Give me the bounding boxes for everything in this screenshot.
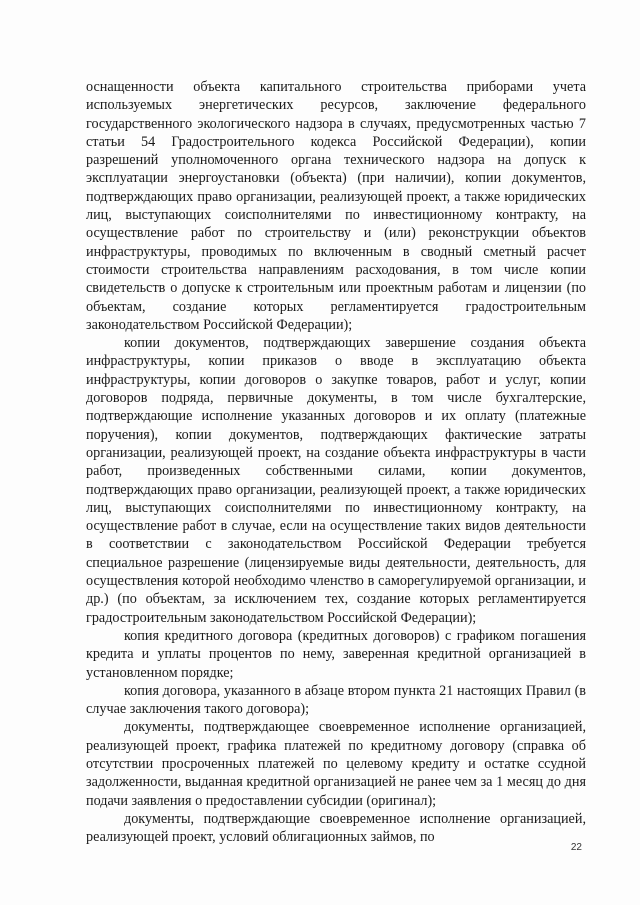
page-number: 22 bbox=[570, 842, 582, 853]
paragraph-5: документы, подтверждающее своевременное исполнение организацией, реализующей проект, графика платежей по кредитному договору (справка об отсутствии просроченных платежей по целевому кредиту и остатке ссудной задолженности, выданная кредитной организацией не ранее чем за 1 месяц до дня подачи заявления о предоставлении субсидии (оригинал); bbox=[86, 719, 586, 809]
paragraph-6: документы, подтверждающие своевременное исполнение организацией, реализующей проект, условий облигационных займов, по bbox=[86, 810, 586, 846]
paragraph-2: копии документов, подтверждающих завершение создания объекта инфраструктуры, копии приказов о вводе в эксплуатацию объекта инфраструктуры, копии договоров о закупке товаров, работ и услуг, копии договоров подряда, первичные документы, в том числе бухгалтерские, подтверждающие исполнение указанных договоров и их оплату (платежные поручения), копии документов, подтверждающих фактические затраты организации, реализующей проект, на создание объекта инфраструктуры в части работ, произведенных собственными силами, копии документов, подтверждающих право организации, реализующей проект, а также юридических лиц, выступающих соисполнителями по инвестиционному контракту, на осуществление работ в случае, если на осуществление таких видов деятельности в соответствии с законодательством Российской Федерации требуется специальное разрешение (лицензируемые виды деятельности, деятельность, для осуществления которой необходимо членство в саморегулируемой организации, и др.) (по объектам, за исключением тех, создание которых регламентируется градостроительным законодательством Российской Федерации); bbox=[86, 335, 586, 626]
paragraph-3: копия кредитного договора (кредитных договоров) с графиком погашения кредита и уплаты процентов по нему, заверенная кредитной организацией в установленном порядке; bbox=[86, 627, 586, 681]
document-body bbox=[86, 78, 586, 846]
paragraph-1: оснащенности объекта капитального строительства приборами учета используемых энергетических ресурсов, заключение федерального государственного экологического надзора в случаях, предусмотренных частью 7 статьи 54 Градостроительного кодекса Российской Федерации), копии разрешений уполномоченного органа технического надзора на допуск к эксплуатации энергоустановки (объекта) (при наличии), копии документов, подтверждающих право организации, реализующей проект, а также юридических лиц, выступающих соисполнителями по инвестиционному контракту, на осуществление работ по строительству и (или) реконструкции объектов инфраструктуры, проводимых по включенным в сводный сметный расчет стоимости строительства направлениям расходования, в том числе копии свидетельств о допуске к строительным или проектным работам и лицензии (по объектам, создание которых регламентируется градостроительным законодательством Российской Федерации); bbox=[86, 79, 586, 333]
paragraph-4: копия договора, указанного в абзаце втором пункта 21 настоящих Правил (в случае заключения такого договора); bbox=[86, 682, 586, 718]
